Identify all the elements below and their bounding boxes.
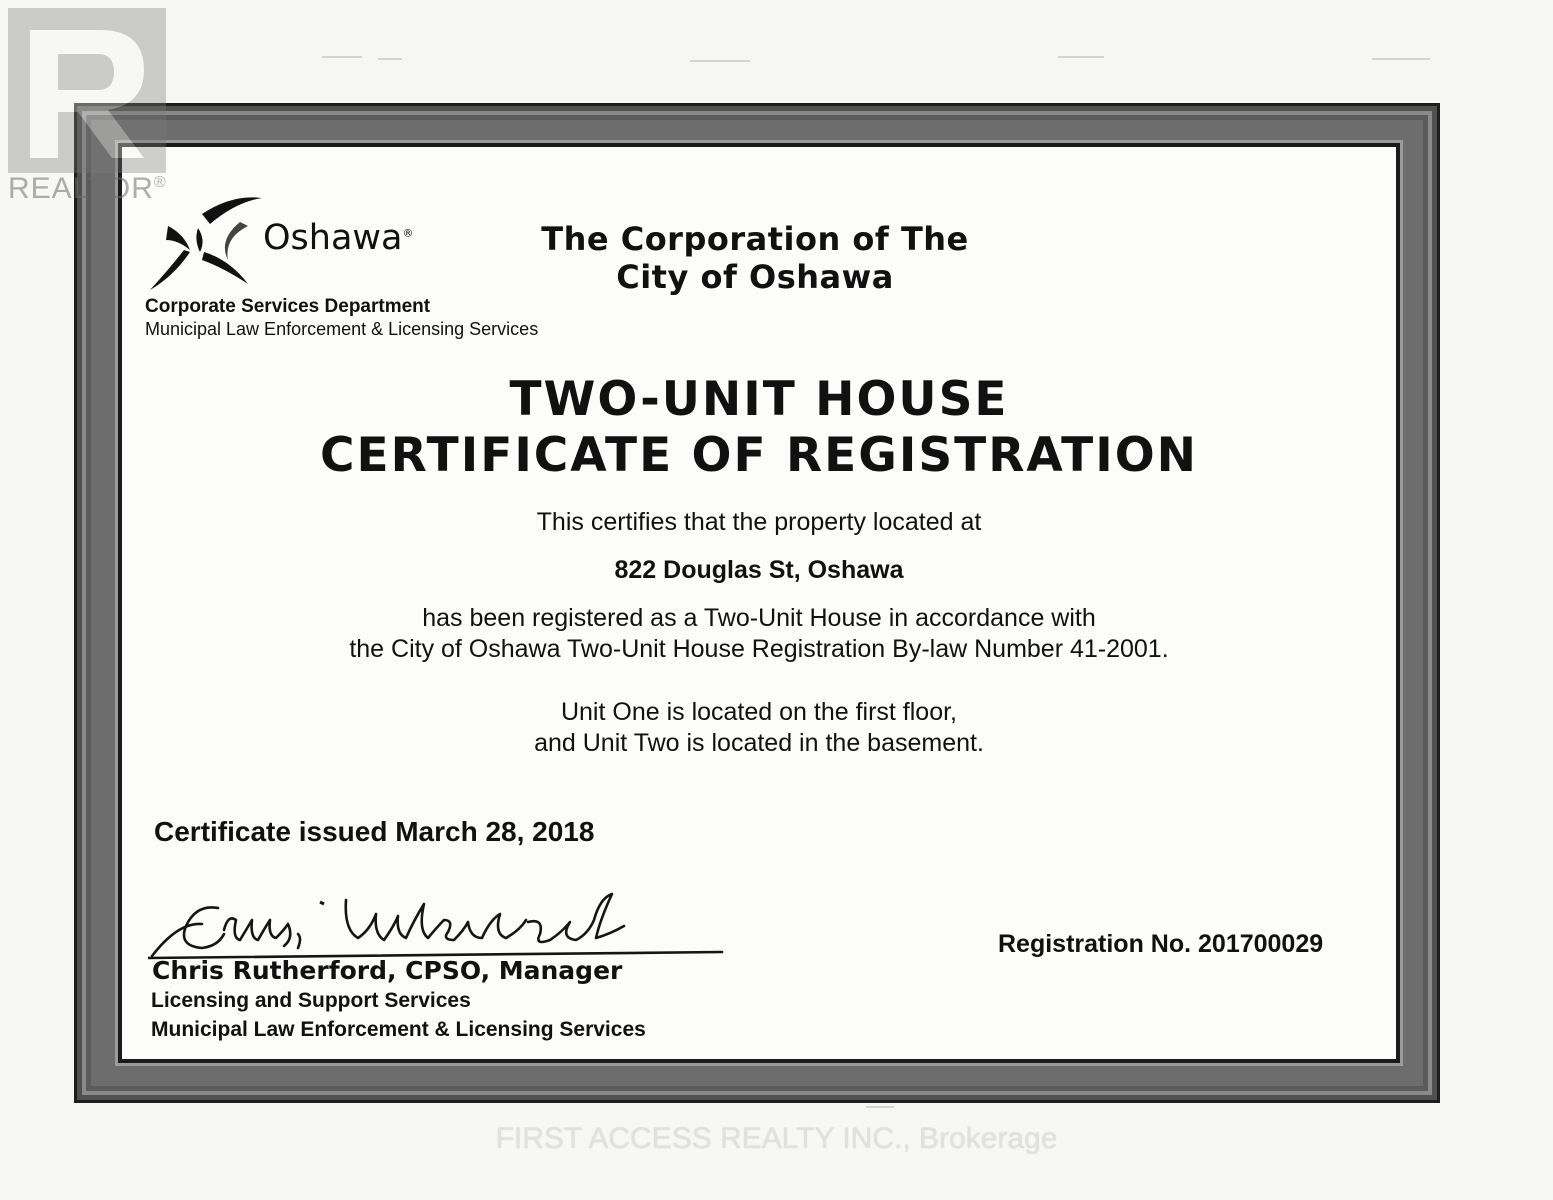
certifies-intro: This certifies that the property located at xyxy=(536,508,982,536)
certificate-title: TWO-UNIT HOUSE CERTIFICATE OF REGISTRATION xyxy=(319,372,1198,483)
signatory-role-line1: Licensing and Support Services xyxy=(151,989,471,1012)
brokerage-watermark: FIRST ACCESS REALTY INC., Brokerage xyxy=(495,1122,1058,1155)
oshawa-logo-icon xyxy=(144,192,266,292)
realtor-logo-icon xyxy=(8,8,166,173)
department-name: Corporate Services Department xyxy=(145,296,431,317)
oshawa-logo-wordmark: Oshawa® xyxy=(263,218,414,258)
property-address: 822 Douglas St, Oshawa xyxy=(614,556,904,584)
signatory-name: Chris Rutherford, CPSO, Manager xyxy=(152,956,623,985)
unit-location-line2: and Unit Two is located in the basement. xyxy=(534,729,984,757)
issue-date: Certificate issued March 28, 2018 xyxy=(154,816,595,847)
signature-image xyxy=(148,890,728,965)
corporation-title: The Corporation of The City of Oshawa xyxy=(541,220,969,296)
registration-statement-line1: has been registered as a Two-Unit House in accordance with xyxy=(422,604,1096,632)
registration-number: Registration No. 201700029 xyxy=(998,930,1324,958)
division-name: Municipal Law Enforcement & Licensing Services xyxy=(145,319,539,339)
registration-statement-line2: the City of Oshawa Two-Unit House Registration By-law Number 41-2001. xyxy=(349,635,1169,663)
signatory-role-line2: Municipal Law Enforcement & Licensing Services xyxy=(151,1018,646,1041)
realtor-watermark: REALTOR® xyxy=(8,172,167,205)
unit-location-line1: Unit One is located on the first floor, xyxy=(560,698,958,726)
